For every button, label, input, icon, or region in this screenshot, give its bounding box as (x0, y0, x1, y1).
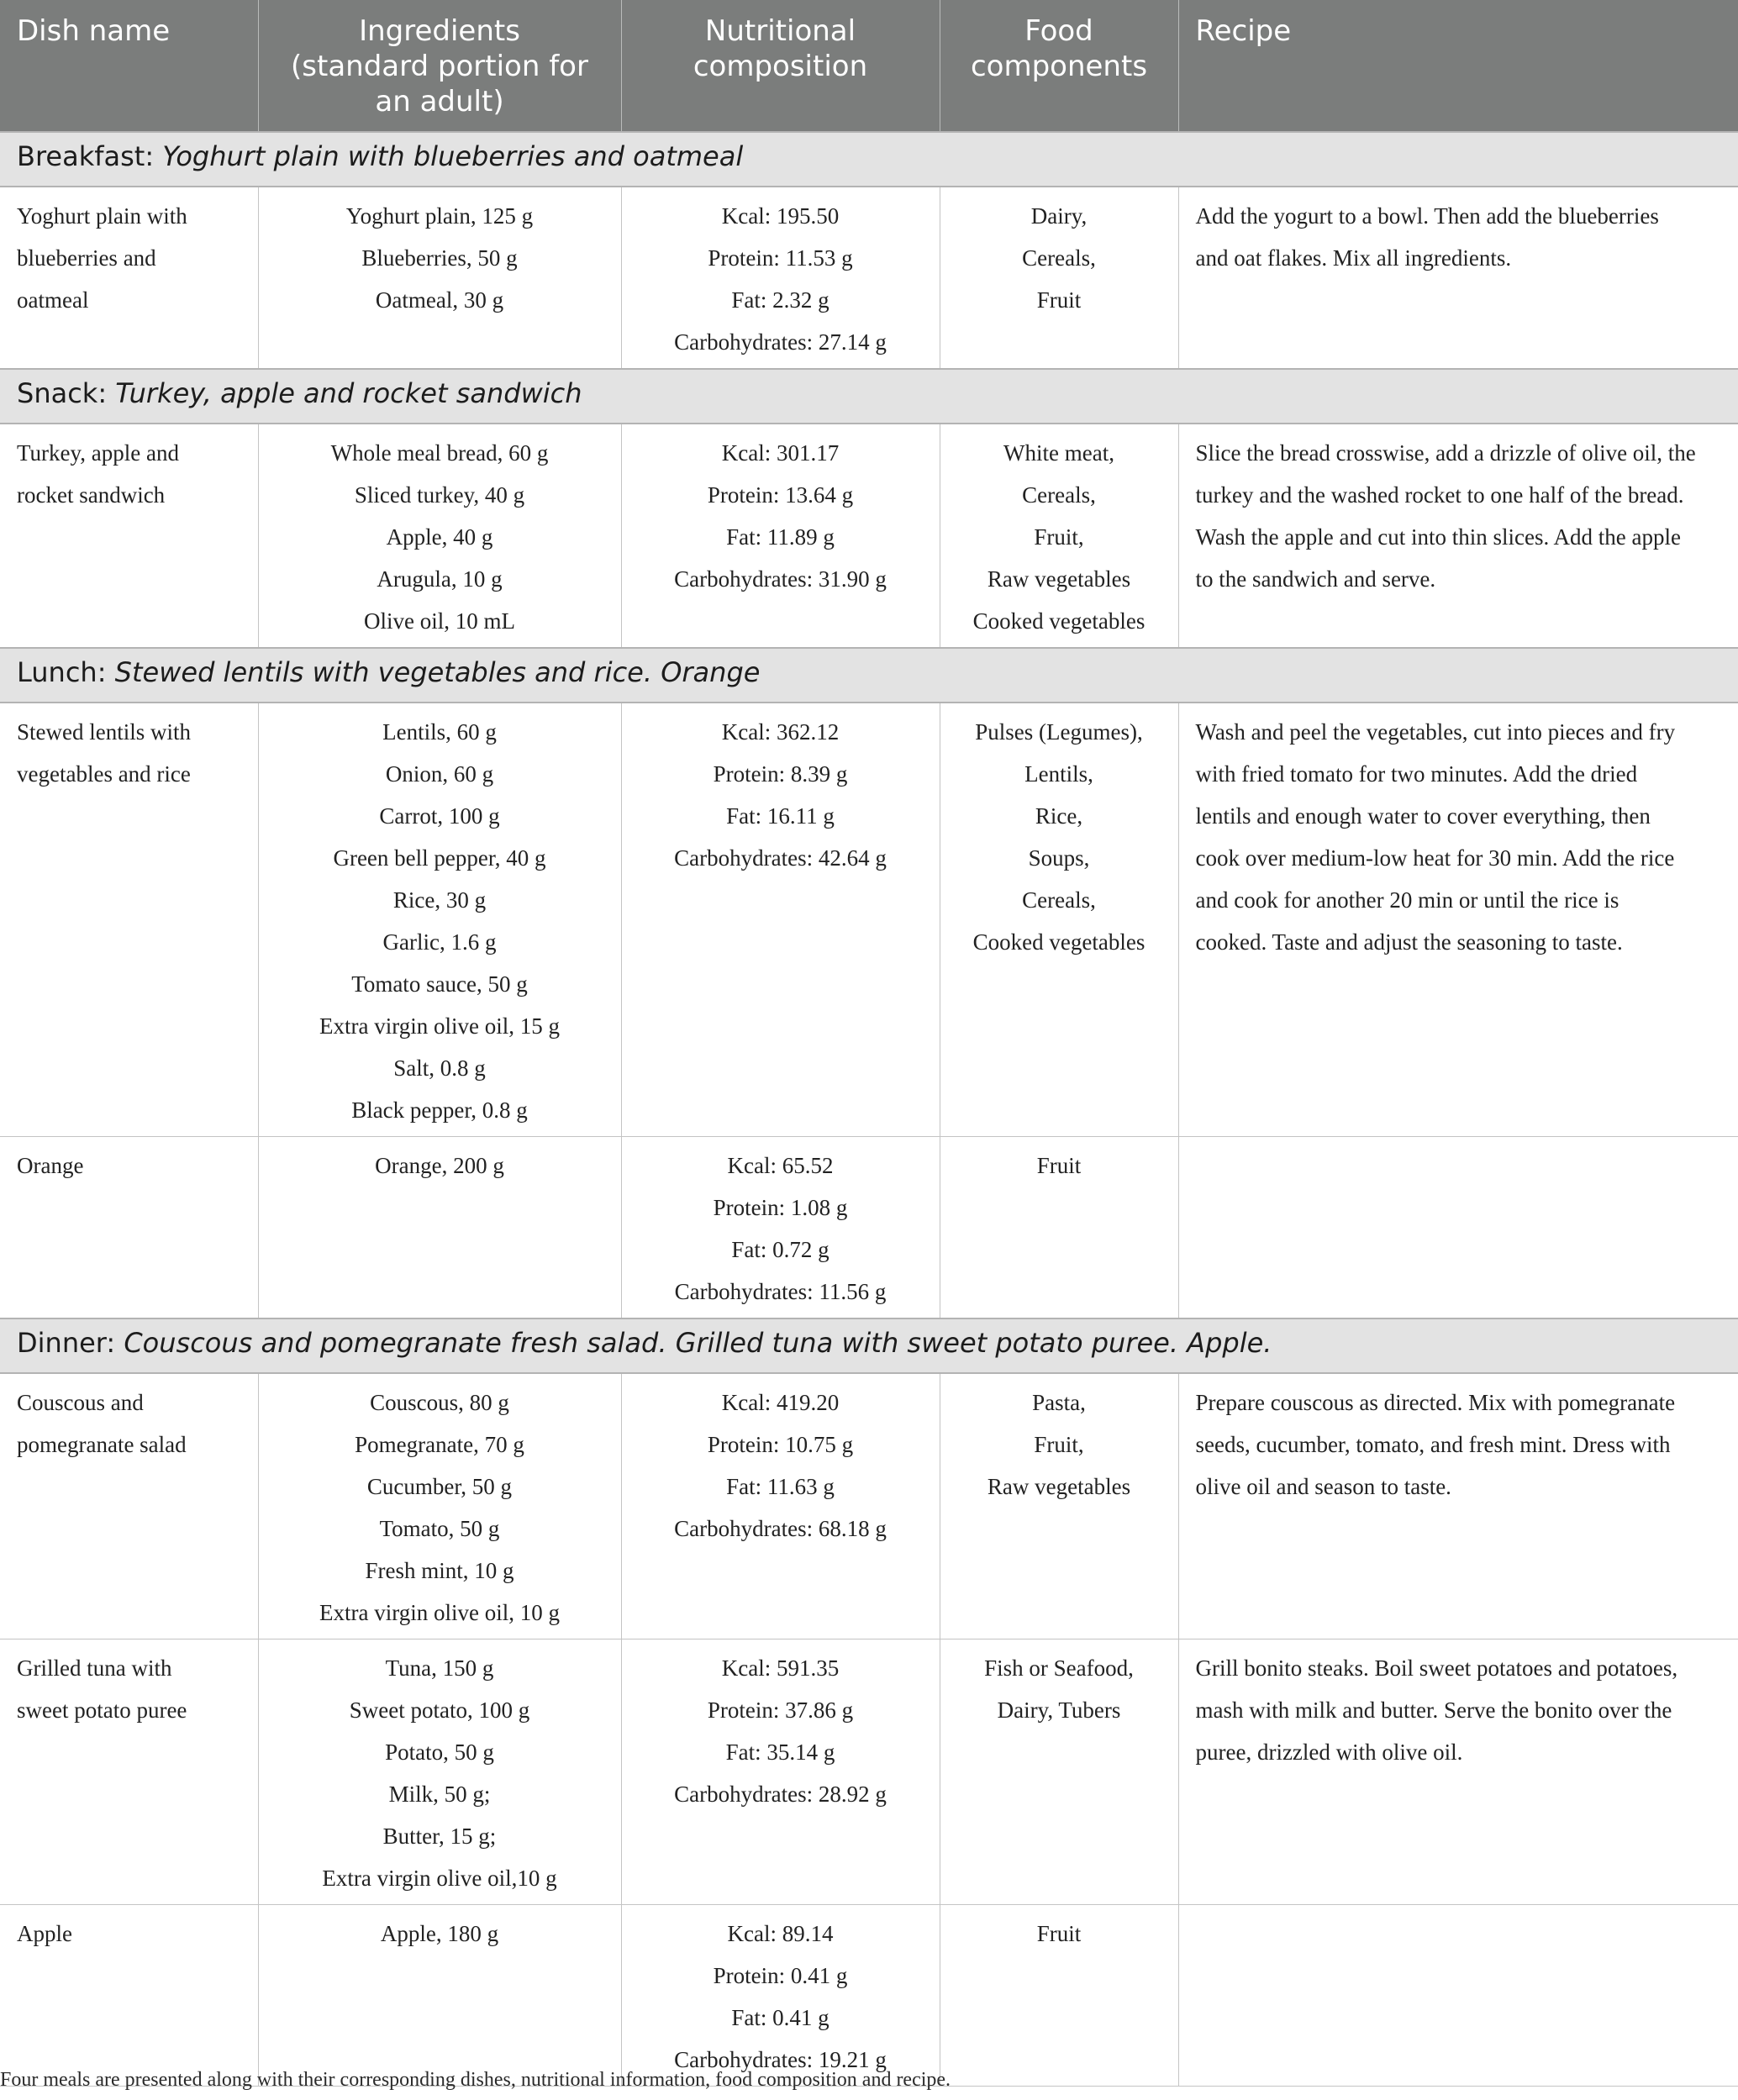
header-recipe: Recipe (1178, 0, 1738, 132)
meal-section-title (0, 648, 1738, 703)
recipe-line: puree, drizzled with olive oil. (1195, 1739, 1463, 1765)
recipe-line: Wash and peel the vegetables, cut into pieces and fry (1195, 719, 1676, 745)
ingredient-line: Sliced turkey, 40 g (354, 482, 525, 508)
nutrition-line: Protein: 37.86 g (707, 1697, 854, 1723)
nutrition-line: Carbohydrates: 31.90 g (674, 566, 887, 592)
dish-row (0, 1137, 1738, 1319)
meal-section-row (0, 369, 1738, 424)
nutrition-line: Kcal: 419.20 (721, 1390, 840, 1415)
meal-section-title (0, 369, 1738, 424)
dish-name-cell (0, 187, 258, 369)
nutrition-line: Fat: 0.41 g (731, 2005, 830, 2030)
dish-name-line: sweet potato puree (17, 1697, 187, 1723)
nutrition-line: Fat: 35.14 g (725, 1739, 835, 1765)
recipe-cell (1178, 187, 1738, 369)
dish-row (0, 1905, 1738, 2087)
food-component-line: Dairy, Tubers (997, 1697, 1121, 1723)
recipe-cell (1178, 1373, 1738, 1639)
ingredient-line: Carrot, 100 g (379, 803, 500, 829)
ingredient-line: Orange, 200 g (375, 1153, 504, 1178)
food-components-cell (940, 424, 1178, 648)
dish-name-line: Yoghurt plain with (17, 203, 187, 229)
meal-label: Dinner: (17, 1327, 124, 1359)
dish-name-line: Turkey, apple and (17, 440, 179, 466)
food-components-cell (940, 703, 1178, 1137)
nutrition-line: Kcal: 591.35 (721, 1655, 840, 1681)
recipe-line: Prepare couscous as directed. Mix with pomegranate (1195, 1390, 1676, 1415)
food-component-line: Fruit (1036, 1921, 1082, 1946)
recipe-line: Slice the bread crosswise, add a drizzle of olive oil, the (1195, 440, 1696, 466)
recipe-line: Add the yogurt to a bowl. Then add the blueberries (1195, 203, 1659, 229)
ingredient-line: Lentils, 60 g (382, 719, 497, 745)
ingredient-line: Arugula, 10 g (377, 566, 503, 592)
ingredient-line: Milk, 50 g; (388, 1782, 491, 1807)
ingredient-line: Garlic, 1.6 g (382, 929, 497, 955)
table-header (0, 0, 1738, 132)
nutrition-line: Kcal: 195.50 (721, 203, 840, 229)
ingredient-line: Rice, 30 g (392, 887, 487, 913)
dish-name-line: Grilled tuna with (17, 1655, 172, 1681)
nutrition-line: Fat: 11.63 g (726, 1474, 835, 1499)
meal-name: Couscous and pomegranate fresh salad. Grilled tuna with sweet potato puree. Apple. (124, 1327, 1272, 1359)
recipe-line: and cook for another 20 min or until the rice is (1195, 887, 1620, 913)
meal-name: Stewed lentils with vegetables and rice. Orange (114, 656, 761, 688)
dish-name-line: pomegranate salad (17, 1432, 187, 1457)
food-component-line: Cereals, (1022, 887, 1096, 913)
meal-label: Snack: (17, 377, 116, 409)
food-component-line: Pulses (Legumes), (975, 719, 1143, 745)
ingredient-line: Extra virgin olive oil, 10 g (319, 1600, 560, 1625)
dish-name-line: Orange (17, 1153, 84, 1178)
nutrition-line: Carbohydrates: 27.14 g (674, 329, 887, 355)
nutrition-line: Protein: 13.64 g (707, 482, 854, 508)
recipe-cell (1178, 424, 1738, 648)
header-nutritional-composition: Nutritional composition (621, 0, 940, 132)
ingredients-cell (258, 703, 621, 1137)
recipe-line: Wash the apple and cut into thin slices. Add the apple (1195, 524, 1681, 550)
ingredients-cell (258, 424, 621, 648)
dish-row (0, 424, 1738, 648)
ingredient-line: Fresh mint, 10 g (365, 1558, 514, 1583)
food-component-line: Soups, (1028, 845, 1090, 871)
recipe-line: cooked. Taste and adjust the seasoning to taste. (1195, 929, 1623, 955)
table-body (0, 132, 1738, 2087)
table-footnote: Four meals are presented along with their corresponding dishes, nutritional information, food composition and recipe. (0, 2069, 951, 2091)
ingredient-line: Blueberries, 50 g (361, 245, 518, 271)
ingredients-cell (258, 187, 621, 369)
ingredients-cell (258, 1639, 621, 1905)
dish-row (0, 1373, 1738, 1639)
dish-name-cell (0, 1639, 258, 1905)
meal-name: Turkey, apple and rocket sandwich (115, 377, 582, 409)
ingredient-line: Potato, 50 g (385, 1739, 494, 1765)
ingredient-line: Cucumber, 50 g (366, 1474, 513, 1499)
nutrition-line: Kcal: 65.52 (727, 1153, 834, 1178)
recipe-cell (1178, 1905, 1738, 2087)
dish-name-cell (0, 1373, 258, 1639)
header-ingredients: Ingredients (standard portion for an adult) (258, 0, 621, 132)
food-components-cell (940, 1373, 1178, 1639)
nutrition-line: Kcal: 301.17 (721, 440, 840, 466)
recipe-line: olive oil and season to taste. (1195, 1474, 1451, 1499)
ingredient-line: Sweet potato, 100 g (349, 1697, 530, 1723)
nutrition-cell (621, 1373, 940, 1639)
nutrition-cell (621, 424, 940, 648)
meal-section-title (0, 1318, 1738, 1373)
recipe-cell (1178, 1137, 1738, 1319)
food-component-line: Fruit (1036, 1153, 1082, 1178)
recipe-line: lentils and enough water to cover everything, then (1195, 803, 1651, 829)
ingredients-cell (258, 1373, 621, 1639)
food-component-line: Fish or Seafood, (984, 1655, 1134, 1681)
nutrition-line: Fat: 11.89 g (726, 524, 835, 550)
nutrition-line: Carbohydrates: 42.64 g (674, 845, 887, 871)
ingredient-line: Apple, 40 g (386, 524, 493, 550)
food-components-cell (940, 187, 1178, 369)
dish-name-line: oatmeal (17, 287, 89, 313)
ingredient-line: Yoghurt plain, 125 g (345, 203, 534, 229)
ingredient-line: Couscous, 80 g (370, 1390, 509, 1415)
meal-name: Yoghurt plain with blueberries and oatmeal (162, 140, 744, 172)
nutrition-line: Carbohydrates: 19.21 g (674, 2047, 887, 2072)
nutrition-cell (621, 1905, 940, 2087)
ingredient-line: Tomato, 50 g (379, 1516, 500, 1541)
dish-row (0, 1639, 1738, 1905)
ingredient-line: Whole meal bread, 60 g (330, 440, 549, 466)
ingredient-line: Extra virgin olive oil,10 g (322, 1866, 557, 1891)
food-component-line: Cooked vegetables (972, 608, 1146, 634)
ingredient-line: Apple, 180 g (380, 1921, 499, 1946)
ingredient-line: Green bell pepper, 40 g (333, 845, 546, 871)
dish-name-line: blueberries and (17, 245, 156, 271)
nutrition-line: Kcal: 362.12 (721, 719, 840, 745)
dish-name-line: Stewed lentils with (17, 719, 191, 745)
nutrition-line: Fat: 16.11 g (726, 803, 835, 829)
recipe-line: Grill bonito steaks. Boil sweet potatoes and potatoes, (1195, 1655, 1678, 1681)
nutrition-cell (621, 703, 940, 1137)
food-component-line: Lentils, (1024, 761, 1093, 787)
meal-label: Breakfast: (17, 140, 163, 172)
meal-section-row (0, 1318, 1738, 1373)
ingredients-cell (258, 1137, 621, 1319)
dish-name-line: Couscous and (17, 1390, 144, 1415)
food-component-line: Cereals, (1022, 245, 1096, 271)
recipe-line: cook over medium-low heat for 30 min. Add the rice (1195, 845, 1675, 871)
meal-section-row (0, 132, 1738, 187)
nutrition-line: Carbohydrates: 68.18 g (674, 1516, 887, 1541)
ingredient-line: Olive oil, 10 mL (364, 608, 515, 634)
food-component-line: Raw vegetables (987, 1474, 1131, 1499)
ingredient-line: Salt, 0.8 g (393, 1055, 486, 1081)
dish-name-line: rocket sandwich (17, 482, 166, 508)
header-food-components: Food components (940, 0, 1178, 132)
dish-name-line: vegetables and rice (17, 761, 191, 787)
recipe-line: turkey and the washed rocket to one half of the bread. (1195, 482, 1684, 508)
food-component-line: Rice, (1035, 803, 1083, 829)
food-component-line: Cereals, (1022, 482, 1096, 508)
recipe-line: mash with milk and butter. Serve the bonito over the (1195, 1697, 1672, 1723)
dish-name-cell (0, 1905, 258, 2087)
nutrition-line: Fat: 0.72 g (731, 1237, 830, 1262)
nutrition-line: Protein: 0.41 g (713, 1963, 848, 1988)
food-component-line: Dairy, (1030, 203, 1088, 229)
food-components-cell (940, 1137, 1178, 1319)
ingredient-line: Tomato sauce, 50 g (351, 971, 528, 997)
nutrition-cell (621, 187, 940, 369)
recipe-line: and oat flakes. Mix all ingredients. (1195, 245, 1512, 271)
header-dish-name: Dish name (0, 0, 258, 132)
food-component-line: Fruit, (1034, 524, 1084, 550)
meal-section-row (0, 648, 1738, 703)
nutrition-line: Kcal: 89.14 (727, 1921, 834, 1946)
recipe-line: with fried tomato for two minutes. Add the dried (1195, 761, 1638, 787)
food-component-line: Fruit, (1034, 1432, 1084, 1457)
food-component-line: Fruit (1036, 287, 1082, 313)
ingredient-line: Tuna, 150 g (385, 1655, 494, 1681)
food-component-line: Raw vegetables (987, 566, 1131, 592)
ingredient-line: Extra virgin olive oil, 15 g (319, 1013, 560, 1039)
meal-label: Lunch: (17, 656, 115, 688)
ingredient-line: Pomegranate, 70 g (355, 1432, 524, 1457)
ingredient-line: Black pepper, 0.8 g (351, 1097, 528, 1123)
nutrition-line: Carbohydrates: 28.92 g (674, 1782, 887, 1807)
dish-row (0, 703, 1738, 1137)
nutrition-line: Protein: 10.75 g (707, 1432, 854, 1457)
food-components-cell (940, 1905, 1178, 2087)
ingredient-line: Butter, 15 g; (382, 1824, 497, 1849)
meal-section-title (0, 132, 1738, 187)
recipe-cell (1178, 1639, 1738, 1905)
food-component-line: White meat, (1003, 440, 1114, 466)
nutrition-line: Carbohydrates: 11.56 g (674, 1279, 887, 1304)
nutrition-line: Protein: 8.39 g (713, 761, 848, 787)
recipe-line: to the sandwich and serve. (1195, 566, 1436, 592)
ingredients-cell (258, 1905, 621, 2087)
dish-name-cell (0, 1137, 258, 1319)
dish-row (0, 187, 1738, 369)
ingredient-line: Onion, 60 g (385, 761, 494, 787)
recipe-line: seeds, cucumber, tomato, and fresh mint. Dress with (1195, 1432, 1671, 1457)
ingredient-line: Oatmeal, 30 g (375, 287, 504, 313)
dish-name-cell (0, 424, 258, 648)
food-component-line: Cooked vegetables (972, 929, 1146, 955)
nutrition-cell (621, 1137, 940, 1319)
recipe-cell (1178, 703, 1738, 1137)
nutrition-cell (621, 1639, 940, 1905)
food-components-cell (940, 1639, 1178, 1905)
nutrition-line: Protein: 1.08 g (713, 1195, 848, 1220)
dish-name-line: Apple (17, 1921, 72, 1946)
dish-name-cell (0, 703, 258, 1137)
nutrition-line: Fat: 2.32 g (731, 287, 830, 313)
food-component-line: Pasta, (1032, 1390, 1086, 1415)
nutrition-line: Protein: 11.53 g (708, 245, 853, 271)
